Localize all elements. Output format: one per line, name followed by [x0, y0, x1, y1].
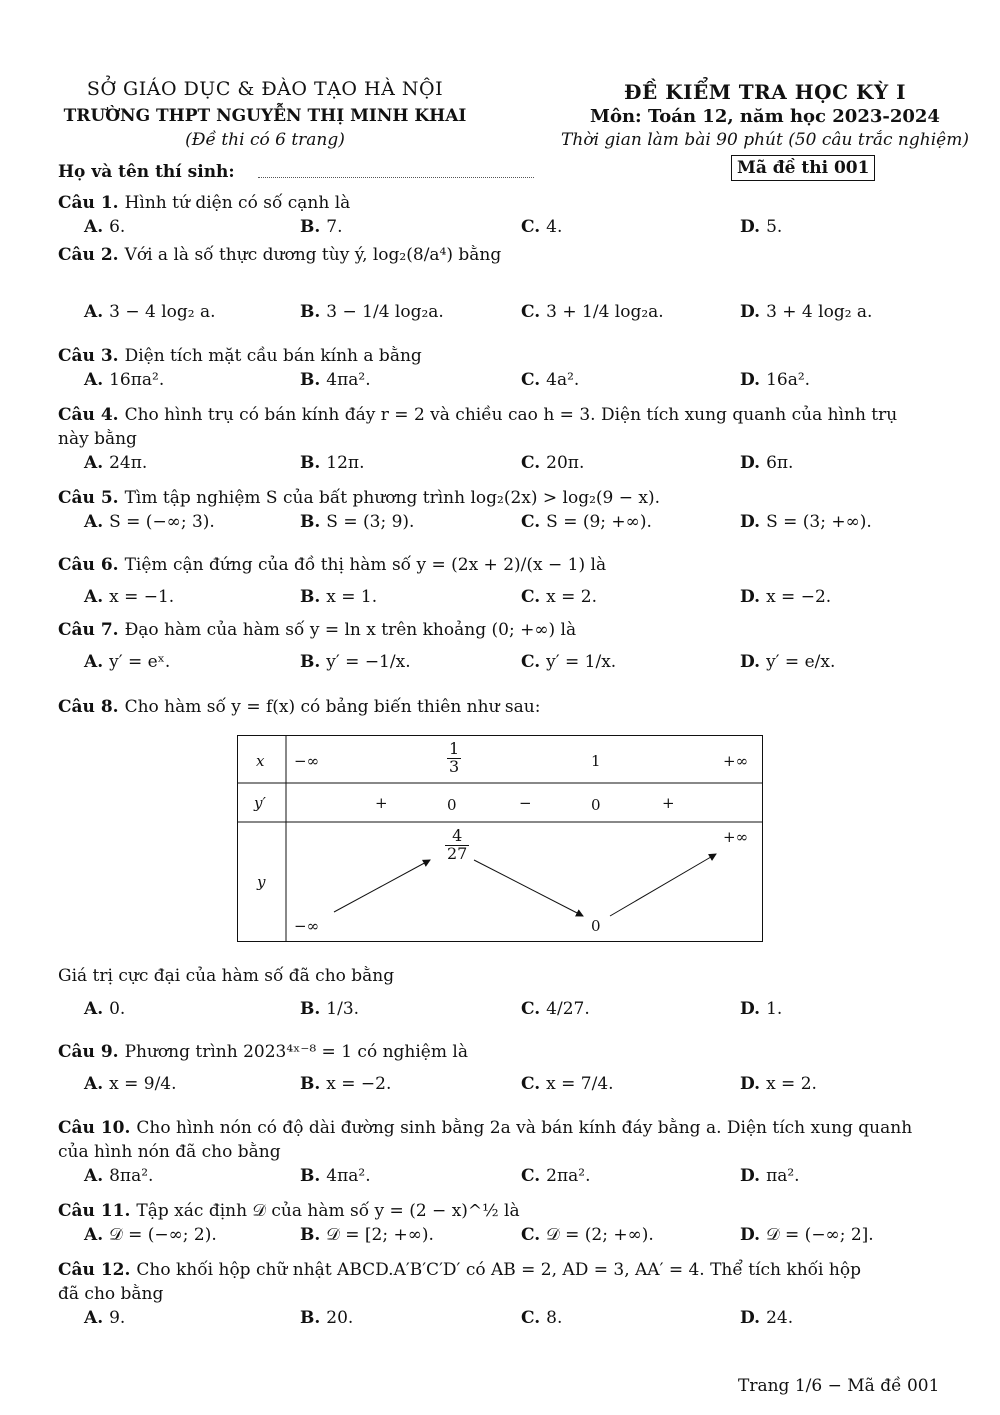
question-text: Cho khối hộp chữ nhật ABCD.A′B′C′D′ có AB = 2, AD = 3, AA′ = 4. Thể tích khối hộp: [136, 1260, 861, 1280]
exam-subject: Môn: Toán 12, năm học 2023-2024: [590, 106, 940, 127]
question-text: Đạo hàm của hàm số y = ln x trên khoảng (0; +∞) là: [124, 620, 577, 640]
x-value: $\frac{1}{3}$: [449, 739, 460, 776]
q2-option-a[interactable]: A. 3 − 4 log₂ a.: [84, 302, 216, 322]
row-y-label: y: [257, 873, 266, 891]
q7-option-b[interactable]: B. y′ = −1/x.: [300, 652, 411, 672]
q8-option-d[interactable]: D. 1.: [740, 999, 783, 1019]
question-text: Hình tứ diện có số cạnh là: [124, 193, 351, 213]
q3-option-d[interactable]: D. 16a².: [740, 370, 811, 390]
q4-option-a[interactable]: A. 24π.: [84, 453, 148, 473]
q10-option-d[interactable]: D. πa².: [740, 1166, 800, 1186]
question-4-cont: này bằng: [58, 429, 137, 449]
q12-option-c[interactable]: C. 8.: [521, 1308, 563, 1328]
q4-option-d[interactable]: D. 6π.: [740, 453, 794, 473]
question-12-cont: đã cho bằng: [58, 1284, 164, 1304]
q10-option-a[interactable]: A. 8πa².: [84, 1166, 154, 1186]
q2-option-d[interactable]: D. 3 + 4 log₂ a.: [740, 302, 873, 322]
question-text: Phương trình 2023⁴ˣ⁻⁸ = 1 có nghiệm là: [124, 1042, 468, 1062]
q5-option-a[interactable]: A. S = (−∞; 3).: [84, 512, 215, 532]
page-footer: Trang 1/6 − Mã đề 001: [738, 1376, 940, 1396]
question-8-prompt: Giá trị cực đại của hàm số đã cho bằng: [58, 966, 395, 986]
x-value: +∞: [723, 752, 749, 770]
q6-option-d[interactable]: D. x = −2.: [740, 587, 832, 607]
q3-option-a[interactable]: A. 16πa².: [84, 370, 165, 390]
q7-option-d[interactable]: D. y′ = e/x.: [740, 652, 836, 672]
q2-option-b[interactable]: B. 3 − 1/4 log₂a.: [300, 302, 444, 322]
question-9: Câu 9. Phương trình 2023⁴ˣ⁻⁸ = 1 có nghiệm là: [58, 1042, 468, 1062]
x-value: −∞: [294, 752, 320, 770]
sign: 0: [447, 796, 457, 814]
q10-option-c[interactable]: C. 2πa².: [521, 1166, 591, 1186]
q10-option-b[interactable]: B. 4πa².: [300, 1166, 371, 1186]
q3-option-b[interactable]: B. 4πa².: [300, 370, 371, 390]
q11-option-d[interactable]: D. 𝒟 = (−∞; 2].: [740, 1225, 874, 1245]
q11-option-b[interactable]: B. 𝒟 = [2; +∞).: [300, 1225, 434, 1245]
increasing-arrow-2: [610, 854, 716, 916]
y-max-value: $\frac{4}{27}$: [447, 826, 468, 863]
question-11: Câu 11. Tập xác định 𝒟 của hàm số y = (2 − x)^½ là: [58, 1201, 520, 1221]
q3-option-c[interactable]: C. 4a².: [521, 370, 580, 390]
y-start-value: −∞: [294, 917, 320, 935]
q8-option-a[interactable]: A. 0.: [84, 999, 126, 1019]
q5-option-c[interactable]: C. S = (9; +∞).: [521, 512, 652, 532]
q7-option-c[interactable]: C. y′ = 1/x.: [521, 652, 617, 672]
q6-option-b[interactable]: B. x = 1.: [300, 587, 378, 607]
q9-option-a[interactable]: A. x = 9/4.: [84, 1074, 177, 1094]
y-end-value: +∞: [723, 828, 749, 846]
question-10-cont: của hình nón đã cho bằng: [58, 1142, 281, 1162]
exam-code-box: Mã đề thi 001: [731, 155, 875, 181]
q1-option-c[interactable]: C. 4.: [521, 217, 563, 237]
student-name-label: Họ và tên thí sinh:: [58, 162, 235, 182]
q11-option-c[interactable]: C. 𝒟 = (2; +∞).: [521, 1225, 654, 1245]
q8-option-c[interactable]: C. 4/27.: [521, 999, 590, 1019]
question-8: Câu 8. Cho hàm số y = f(x) có bảng biến thiên như sau:: [58, 697, 541, 717]
q12-option-d[interactable]: D. 24.: [740, 1308, 794, 1328]
sign: 0: [591, 796, 601, 814]
question-6: Câu 6. Tiệm cận đứng của đồ thị hàm số y = (2x + 2)/(x − 1) là: [58, 555, 607, 575]
q4-option-c[interactable]: C. 20π.: [521, 453, 585, 473]
q9-option-d[interactable]: D. x = 2.: [740, 1074, 817, 1094]
question-text: Tìm tập nghiệm S của bất phương trình log₂(2x) > log₂(9 − x).: [124, 488, 661, 508]
q2-option-c[interactable]: C. 3 + 1/4 log₂a.: [521, 302, 664, 322]
y-min-value: 0: [591, 917, 601, 935]
question-10: Câu 10. Cho hình nón có độ dài đường sinh bằng 2a và bán kính đáy bằng a. Diện tích xung quanh: [58, 1118, 913, 1138]
q1-option-a[interactable]: A. 6.: [84, 217, 126, 237]
question-7: Câu 7. Đạo hàm của hàm số y = ln x trên khoảng (0; +∞) là: [58, 620, 577, 640]
q1-option-d[interactable]: D. 5.: [740, 217, 783, 237]
q8-option-b[interactable]: B. 1/3.: [300, 999, 360, 1019]
pages-note: (Đề thi có 6 trang): [185, 130, 345, 150]
decreasing-arrow: [474, 860, 583, 916]
question-5: Câu 5. Tìm tập nghiệm S của bất phương trình log₂(2x) > log₂(9 − x).: [58, 488, 661, 508]
question-1: [58, 193, 350, 213]
question-text: Cho hình nón có độ dài đường sinh bằng 2a và bán kính đáy bằng a. Diện tích xung quanh: [136, 1118, 913, 1138]
q5-option-b[interactable]: B. S = (3; 9).: [300, 512, 415, 532]
q11-option-a[interactable]: A. 𝒟 = (−∞; 2).: [84, 1225, 217, 1245]
question-text: Tập xác định 𝒟 của hàm số y = (2 − x)^½ là: [136, 1201, 520, 1221]
question-text: Với a là số thực dương tùy ý, log₂(8/a⁴) bằng: [124, 245, 502, 265]
question-label: Câu 1.: [58, 193, 119, 213]
question-text: Cho hàm số y = f(x) có bảng biến thiên như sau:: [124, 697, 541, 717]
question-3: Câu 3. Diện tích mặt cầu bán kính a bằng: [58, 346, 422, 366]
row-x-label: x: [256, 752, 265, 770]
sign: +: [662, 794, 675, 812]
q4-option-b[interactable]: B. 12π.: [300, 453, 365, 473]
question-text: Tiệm cận đứng của đồ thị hàm số y = (2x + 2)/(x − 1) là: [124, 555, 607, 575]
question-2: Câu 2. Với a là số thực dương tùy ý, log₂(8/a⁴) bằng: [58, 245, 502, 265]
q6-option-c[interactable]: C. x = 2.: [521, 587, 598, 607]
question-text: Diện tích mặt cầu bán kính a bằng: [124, 346, 422, 366]
q12-option-a[interactable]: A. 9.: [84, 1308, 126, 1328]
question-12: Câu 12. Cho khối hộp chữ nhật ABCD.A′B′C′D′ có AB = 2, AD = 3, AA′ = 4. Thể tích khối hộp: [58, 1260, 861, 1280]
question-4: Câu 4. Cho hình trụ có bán kính đáy r = 2 và chiều cao h = 3. Diện tích xung quanh của hình trụ: [58, 405, 898, 425]
variation-table: [237, 735, 763, 942]
row-yprime-label: y′: [254, 794, 266, 812]
q1-option-b[interactable]: B. 7.: [300, 217, 343, 237]
x-value: 1: [591, 752, 601, 770]
time-note: Thời gian làm bài 90 phút (50 câu trắc nghiệm): [561, 130, 969, 150]
exam-title: ĐỀ KIỂM TRA HỌC KỲ I: [624, 80, 906, 104]
department-name: SỞ GIÁO DỤC & ĐÀO TẠO HÀ NỘI: [86, 78, 444, 100]
q9-option-b[interactable]: B. x = −2.: [300, 1074, 392, 1094]
q9-option-c[interactable]: C. x = 7/4.: [521, 1074, 614, 1094]
sign: +: [375, 794, 388, 812]
increasing-arrow-1: [334, 860, 430, 912]
sign: −: [519, 794, 532, 812]
q6-option-a[interactable]: A. x = −1.: [84, 587, 175, 607]
student-name-line[interactable]: [258, 176, 534, 178]
question-text: Cho hình trụ có bán kính đáy r = 2 và chiều cao h = 3. Diện tích xung quanh của hình trụ: [124, 405, 898, 425]
q7-option-a[interactable]: A. y′ = eˣ.: [84, 652, 171, 672]
q5-option-d[interactable]: D. S = (3; +∞).: [740, 512, 872, 532]
q12-option-b[interactable]: B. 20.: [300, 1308, 354, 1328]
school-name: TRƯỜNG THPT NGUYỄN THỊ MINH KHAI: [63, 106, 467, 126]
